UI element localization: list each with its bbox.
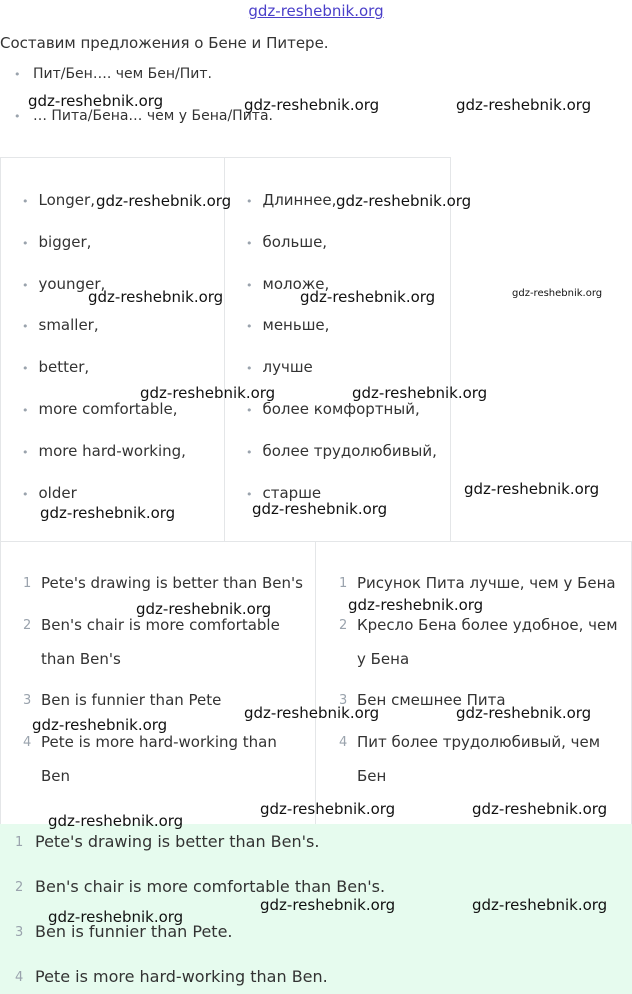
word-item: [246, 316, 329, 334]
watermark-text: gdz-reshebnik.org: [456, 704, 592, 722]
bullet-icon: •: [246, 446, 253, 459]
answer-text: Pete's drawing is better than Ben's.: [35, 832, 320, 851]
item-number: 3: [23, 693, 32, 708]
sentence-line: than Ben's: [41, 650, 121, 668]
word-item: [246, 191, 336, 209]
answer-text: Pete is more hard-working than Ben.: [35, 967, 328, 986]
bullet-icon: •: [22, 362, 29, 375]
item-number: 3: [339, 693, 348, 708]
watermark-text: gdz-reshebnik.org: [244, 704, 380, 722]
watermark-text: gdz-reshebnik.org: [260, 800, 396, 818]
watermark-text: gdz-reshebnik.org: [300, 288, 436, 306]
word-item: [22, 400, 178, 418]
sentence-line: у Бена: [357, 650, 410, 668]
word-text: Longer,: [38, 191, 95, 209]
word-text: лучше: [262, 358, 313, 376]
sentence-line: Пит более трудолюбивый, чем: [357, 733, 601, 751]
watermark-text: gdz-reshebnik.org: [352, 384, 488, 402]
bullet-icon: •: [246, 488, 253, 501]
answer-number: 3: [15, 925, 24, 940]
word-item: [22, 233, 91, 251]
answer-text: Ben is funnier than Pete.: [35, 922, 233, 941]
word-text: better,: [38, 358, 90, 376]
word-item: [22, 484, 77, 502]
sentence-line: Ben is funnier than Pete: [41, 691, 222, 709]
bullet-icon: •: [246, 320, 253, 333]
bullet-icon: •: [14, 68, 21, 81]
site-link[interactable]: gdz-reshebnik.org: [248, 2, 384, 20]
bullet-icon: •: [246, 404, 253, 417]
sentence-line: Pete's drawing is better than Ben's: [41, 574, 303, 592]
answer-text: Ben's chair is more comfortable than Ben's.: [35, 877, 386, 896]
sentence-line: Ben: [41, 767, 71, 785]
word-item: [246, 358, 313, 376]
item-number: 2: [339, 618, 348, 633]
bullet-icon: •: [246, 237, 253, 250]
word-text: меньше,: [262, 316, 330, 334]
item-number: 2: [23, 618, 32, 633]
answer-number: 2: [15, 880, 24, 895]
sentence-line: Рисунок Пита лучше, чем у Бена: [357, 574, 616, 592]
sentence-line: Pete is more hard-working than: [41, 733, 277, 751]
item-number: 1: [339, 576, 348, 591]
bullet-icon: •: [22, 404, 29, 417]
bullet-icon: •: [246, 279, 253, 292]
word-text: smaller,: [38, 316, 99, 334]
word-item: [22, 442, 186, 460]
bullet-icon: •: [22, 279, 29, 292]
word-text: более трудолюбивый,: [262, 442, 437, 460]
bullet-icon: •: [22, 237, 29, 250]
word-text: older: [38, 484, 77, 502]
intro-list-item: [14, 66, 212, 82]
word-item: [246, 233, 327, 251]
table-divider: [224, 157, 225, 542]
word-text: Длиннее,: [262, 191, 337, 209]
word-text: больше,: [262, 233, 328, 251]
watermark-text: gdz-reshebnik.org: [32, 716, 168, 734]
word-text: more hard-working,: [38, 442, 186, 460]
word-text: younger,: [38, 275, 106, 293]
watermark-text: gdz-reshebnik.org: [472, 896, 608, 914]
word-text: bigger,: [38, 233, 92, 251]
item-number: 1: [23, 576, 32, 591]
item-number: 4: [23, 735, 32, 750]
watermark-text: gdz-reshebnik.org: [96, 192, 232, 210]
sentence-line: Ben's chair is more comfortable: [41, 616, 280, 634]
watermark-text: gdz-reshebnik.org: [348, 596, 484, 614]
intro-title: Составим предложения о Бене и Питере.: [0, 34, 329, 52]
watermark-text: gdz-reshebnik.org: [472, 800, 608, 818]
intro-item-text: … Пита/Бена… чем у Бена/Пита.: [32, 108, 273, 124]
word-text: моложе,: [262, 275, 330, 293]
watermark-text: gdz-reshebnik.org: [336, 192, 472, 210]
table-divider: [315, 541, 316, 825]
watermark-text: gdz-reshebnik.org: [260, 896, 396, 914]
bullet-icon: •: [246, 362, 253, 375]
intro-item-text: Пит/Бен…. чем Бен/Пит.: [32, 66, 212, 82]
watermark-text: gdz-reshebnik.org: [88, 288, 224, 306]
watermark-text: gdz-reshebnik.org: [48, 812, 184, 830]
watermark-text: gdz-reshebnik.org: [140, 384, 276, 402]
sentence-line: Бен: [357, 767, 387, 785]
watermark-text: gdz-reshebnik.org: [244, 96, 380, 114]
bullet-icon: •: [22, 488, 29, 501]
answer-number: 1: [15, 835, 24, 850]
word-item: [22, 316, 99, 334]
watermark-text: gdz-reshebnik.org: [464, 480, 600, 498]
intro-list-item: [14, 108, 273, 124]
watermark-text: gdz-reshebnik.org: [136, 600, 272, 618]
watermark-text: gdz-reshebnik.org: [456, 96, 592, 114]
word-item: [22, 191, 95, 209]
watermark-text: gdz-reshebnik.org: [252, 500, 388, 518]
watermark-text: gdz-reshebnik.org: [40, 504, 176, 522]
word-text: more comfortable,: [38, 400, 178, 418]
sentence-line: Бен смешнее Пита: [357, 691, 506, 709]
bullet-icon: •: [22, 195, 29, 208]
answer-number: 4: [15, 970, 24, 985]
word-item: [246, 442, 437, 460]
word-item: [246, 400, 420, 418]
watermark-text: gdz-reshebnik.org: [48, 908, 184, 926]
word-item: [22, 358, 89, 376]
bullet-icon: •: [246, 195, 253, 208]
item-number: 4: [339, 735, 348, 750]
word-text: старше: [262, 484, 322, 502]
bullet-icon: •: [22, 320, 29, 333]
bullet-icon: •: [14, 110, 21, 123]
watermark-text: gdz-reshebnik.org: [512, 288, 603, 299]
bullet-icon: •: [22, 446, 29, 459]
word-text: более комфортный,: [262, 400, 420, 418]
watermark-text: gdz-reshebnik.org: [28, 92, 164, 110]
sentence-line: Кресло Бена более удобное, чем: [357, 616, 618, 634]
